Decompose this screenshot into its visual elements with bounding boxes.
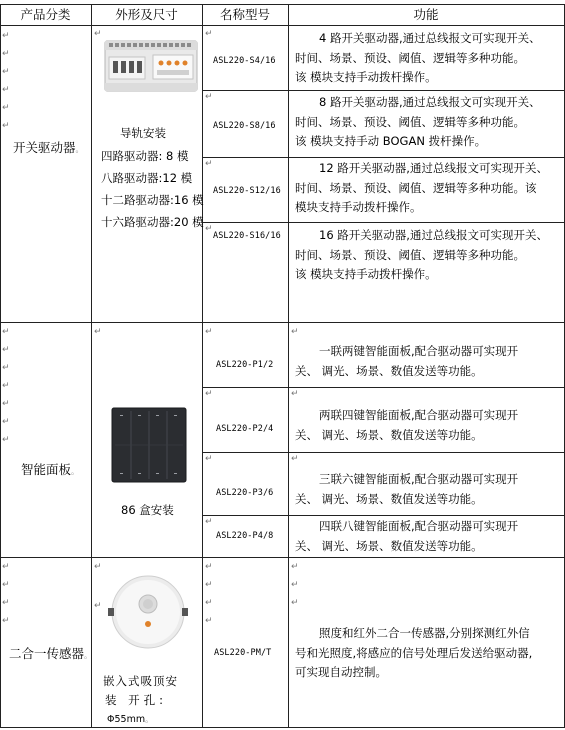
switch-size-3: 十二路驱动器:16 模: [101, 193, 204, 207]
model-p1: ASL220-P1/2: [216, 360, 274, 370]
switch-install-method: 导轨安装: [120, 126, 166, 140]
category-label: 二合一传感器: [9, 646, 85, 661]
paragraph-mark-icon: ↵: [2, 562, 10, 572]
model-p2: ASL220-P2/4: [216, 424, 274, 434]
function-line: 一联两键智能面板,配合驱动器可实现开: [319, 344, 519, 358]
function-line: 可实现自动控制。: [295, 665, 387, 679]
rule: [202, 387, 564, 388]
function-line: 12 路开关驱动器,通过总线报文可实现开关、: [319, 161, 548, 175]
paragraph-mark-icon: ↵: [291, 327, 299, 337]
function-line: 四联八键智能面板,配合驱动器可实现开: [319, 519, 519, 533]
paragraph-mark-icon: ↵: [2, 327, 10, 337]
switch-size-4: 十六路驱动器:20 模: [101, 215, 204, 229]
period-mark: 。: [75, 145, 84, 154]
rule: [202, 157, 564, 158]
header-category: 产品分类: [20, 7, 71, 22]
category-label: 智能面板: [21, 462, 72, 477]
function-line: 时间、场景、预设、阈值、逻辑等多种功能。: [295, 114, 525, 129]
paragraph-mark-icon: ↵: [2, 598, 10, 608]
function-line: 时间、场景、预设、阈值、逻辑等多种功能。该: [295, 180, 537, 195]
category-switch-driver: [13, 140, 84, 156]
rule: [202, 4, 203, 728]
function-line: 8 路开关驱动器,通过总线报文可实现开关、: [319, 95, 541, 109]
function-line: 16 路开关驱动器,通过总线报文可实现开关、: [319, 228, 548, 242]
rule: [202, 90, 564, 91]
rule: [91, 4, 92, 728]
panel-install-method: 86 盒安装: [121, 503, 174, 517]
hole-size: Φ55mm: [107, 714, 146, 725]
model-p4: ASL220-P4/8: [216, 531, 274, 541]
rule: [202, 452, 564, 453]
header-appearance: 外形及尺寸: [115, 7, 178, 22]
paragraph-mark-icon: ↵: [291, 454, 299, 464]
sensor-install-line-3: [107, 710, 153, 730]
paragraph-mark-icon: ↵: [291, 389, 299, 399]
paragraph-mark-icon: ↵: [205, 92, 213, 102]
switch-size-2: 八路驱动器:12 模: [101, 171, 193, 185]
function-p1: [295, 342, 561, 381]
paragraph-mark-icon: ↵: [2, 31, 10, 41]
function-line: 该 模块支持手动拨杆操作。: [295, 267, 437, 281]
model-pmt: ASL220-PM/T: [214, 648, 272, 658]
function-line: 照度和红外二合一传感器,分别探测红外信: [319, 626, 530, 640]
function-line: 模块支持手动拨杆操作。: [295, 200, 422, 214]
category-label: 开关驱动器: [13, 140, 76, 155]
paragraph-mark-icon: ↵: [205, 598, 213, 608]
paragraph-mark-icon: ↵: [2, 417, 10, 427]
function-s16: [295, 226, 561, 285]
paragraph-mark-icon: ↵: [2, 363, 10, 373]
paragraph-mark-icon: ↵: [2, 435, 10, 445]
model-s12: ASL220-S12/16: [213, 186, 281, 196]
function-line: 关、 调光、场景、数值发送等功能。: [295, 538, 483, 553]
paragraph-mark-icon: ↵: [2, 381, 10, 391]
function-line: 该 模块支持手动 BOGAN 拨杆操作。: [295, 134, 487, 148]
function-s4: [295, 29, 561, 88]
paragraph-mark-icon: ↵: [291, 598, 299, 608]
model-p3: ASL220-P3/6: [216, 488, 274, 498]
paragraph-mark-icon: ↵: [94, 327, 102, 337]
paragraph-mark-icon: ↵: [205, 580, 213, 590]
paragraph-mark-icon: ↵: [205, 454, 213, 464]
paragraph-mark-icon: ↵: [2, 85, 10, 95]
paragraph-mark-icon: ↵: [205, 389, 213, 399]
paragraph-mark-icon: ↵: [94, 601, 102, 611]
period-mark: 。: [71, 467, 80, 476]
category-sensor: [9, 646, 92, 662]
function-line: 号和光照度,将感应的信号处理后发送给驱动器,: [295, 645, 533, 660]
rule: [0, 4, 564, 5]
category-smart-panel: [21, 462, 79, 478]
paragraph-mark-icon: ↵: [205, 159, 213, 169]
paragraph-mark-icon: ↵: [2, 616, 10, 626]
rule: [0, 557, 564, 558]
sensor-install-line-2: 装 开孔:: [105, 693, 168, 707]
paragraph-mark-icon: ↵: [2, 67, 10, 77]
function-line: 关、 调光、场景、数值发送等功能。: [295, 491, 483, 506]
paragraph-mark-icon: ↵: [291, 580, 299, 590]
paragraph-mark-icon: ↵: [205, 616, 213, 626]
period-mark: 。: [145, 715, 154, 724]
paragraph-mark-icon: ↵: [2, 345, 10, 355]
rule: [0, 25, 564, 26]
paragraph-mark-icon: ↵: [2, 103, 10, 113]
header-function: 功能: [413, 7, 439, 22]
function-line: 关、 调光、场景、数值发送等功能。: [295, 427, 483, 442]
rule: [202, 515, 564, 516]
function-line: 时间、场景、预设、阈值、逻辑等多种功能。: [295, 50, 525, 65]
paragraph-mark-icon: ↵: [205, 327, 213, 337]
paragraph-mark-icon: ↵: [2, 49, 10, 59]
function-p4: [295, 517, 561, 556]
function-line: 关、 调光、场景、数值发送等功能。: [295, 363, 483, 378]
paragraph-mark-icon: ↵: [2, 580, 10, 590]
ceiling-sensor-image: [106, 572, 190, 652]
function-line: 时间、场景、预设、阈值、逻辑等多种功能。: [295, 247, 525, 262]
rule: [0, 322, 564, 323]
model-s8: ASL220-S8/16: [213, 121, 276, 131]
din-rail-module-image: [103, 37, 199, 95]
rule: [288, 4, 289, 728]
paragraph-mark-icon: ↵: [205, 562, 213, 572]
header-model: 名称型号: [219, 7, 270, 22]
rule: [202, 222, 564, 223]
function-line: 4 路开关驱动器,通过总线报文可实现开关、: [319, 31, 541, 45]
paragraph-mark-icon: ↵: [205, 224, 213, 234]
function-p3: [295, 470, 561, 509]
paragraph-mark-icon: ↵: [291, 562, 299, 572]
paragraph-mark-icon: ↵: [94, 29, 102, 39]
rule: [0, 727, 564, 728]
function-pmt: [295, 624, 561, 683]
function-line: 三联六键智能面板,配合驱动器可实现开: [319, 472, 519, 486]
model-s4: ASL220-S4/16: [213, 56, 276, 66]
paragraph-mark-icon: ↵: [2, 399, 10, 409]
paragraph-mark-icon: ↵: [2, 121, 10, 131]
function-line: 两联四键智能面板,配合驱动器可实现开: [319, 408, 519, 422]
paragraph-mark-icon: ↵: [205, 517, 213, 527]
function-s12: [295, 159, 561, 218]
model-s16: ASL220-S16/16: [213, 231, 281, 241]
switch-size-1: 四路驱动器: 8 模: [101, 149, 189, 163]
sensor-install-line-1: 嵌入式吸顶安: [103, 674, 178, 688]
paragraph-mark-icon: ↵: [205, 29, 213, 39]
function-p2: [295, 406, 561, 445]
rule: [0, 4, 1, 728]
paragraph-mark-icon: ↵: [94, 562, 102, 572]
function-line: 该 模块支持手动拨杆操作。: [295, 70, 437, 84]
smart-panel-image: [111, 407, 187, 483]
function-s8: [295, 93, 561, 152]
period-mark: 。: [84, 651, 93, 660]
